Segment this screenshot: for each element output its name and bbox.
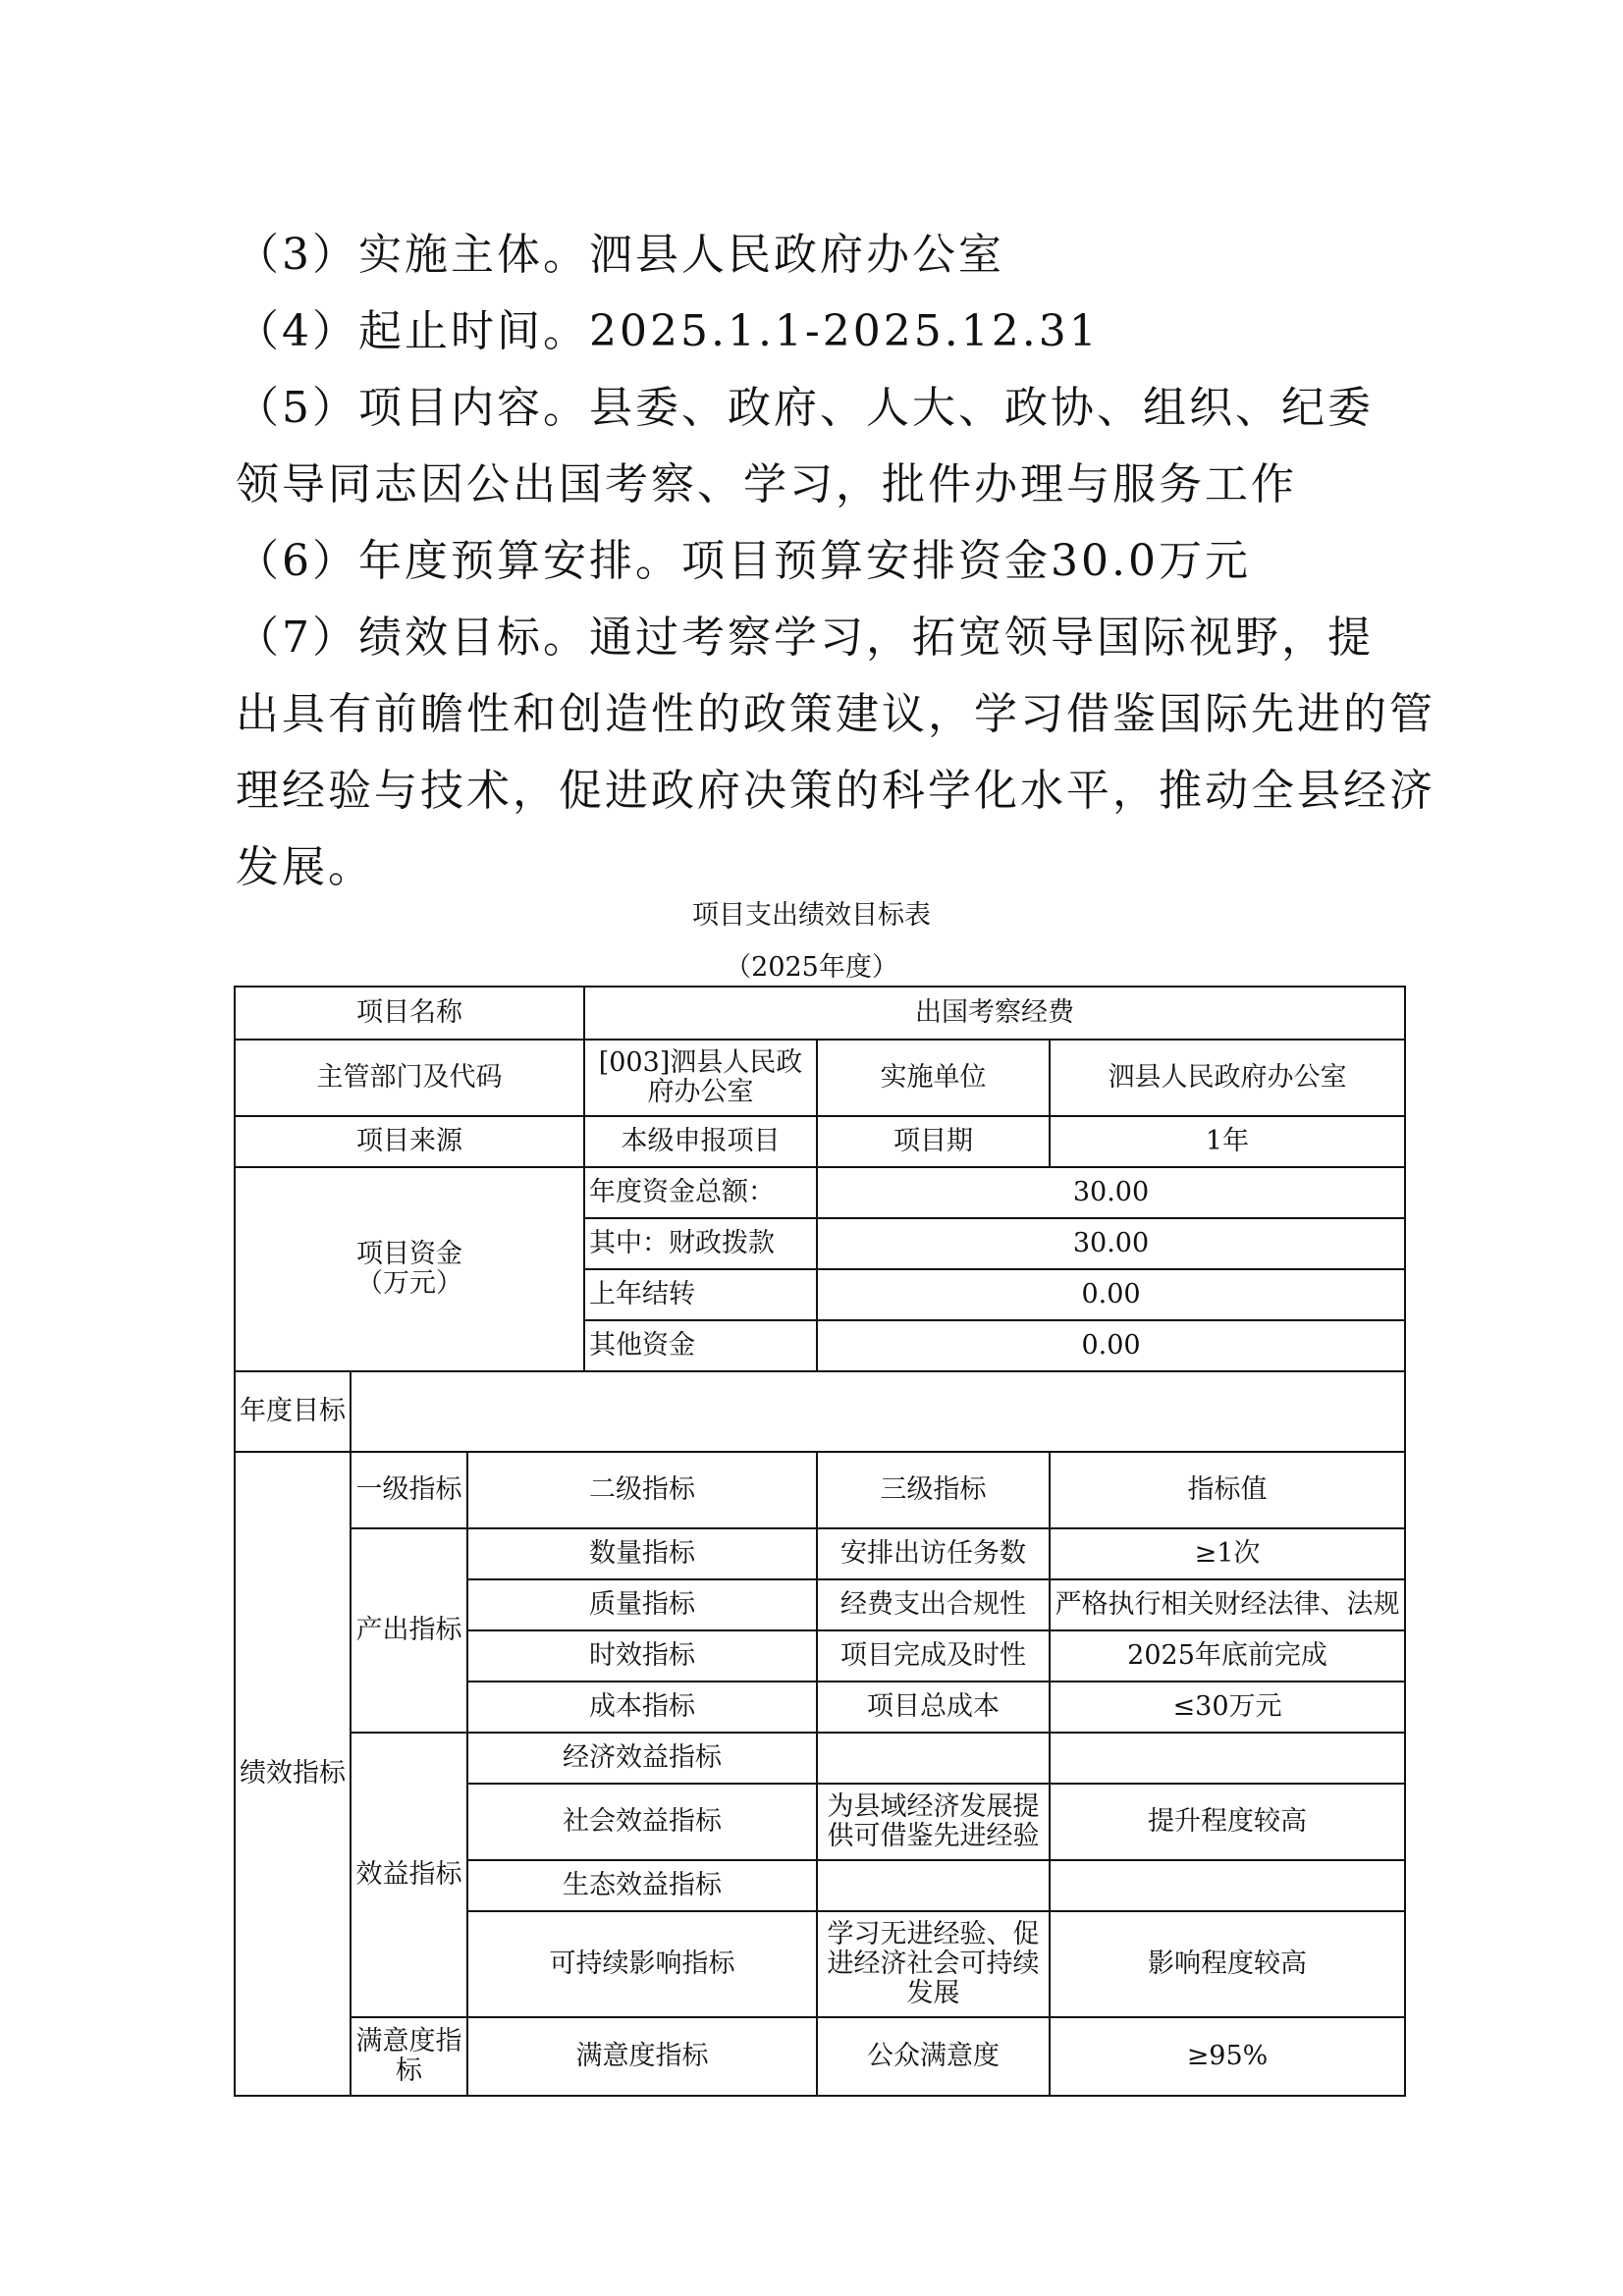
header-level3: 三级指标 [817, 1452, 1050, 1528]
table-row [235, 1371, 1405, 1452]
value-cell: ≥1次 [1050, 1528, 1405, 1579]
project-name-label: 项目名称 [235, 987, 584, 1040]
level3-cell: 经费支出合规性 [817, 1579, 1050, 1630]
header-value: 指标值 [1050, 1452, 1405, 1528]
value-cell: ≤30万元 [1050, 1682, 1405, 1733]
level3-cell: 为县域经济发展提供可借鉴先进经验 [817, 1784, 1050, 1860]
paragraph-goal-line4: 发展。 [236, 842, 374, 892]
funds-label [235, 1167, 584, 1371]
table-row [235, 1452, 1405, 1528]
paragraph-period: （4）起止时间。2025.1.1-2025.12.31 [236, 306, 1100, 356]
level3-cell [817, 1860, 1050, 1911]
funds-label-line2: （万元） [356, 1268, 462, 1299]
table-row [235, 987, 1405, 1040]
project-name-value: 出国考察经费 [584, 987, 1405, 1040]
table-subtitle: （2025年度） [725, 952, 898, 983]
value-cell: 严格执行相关财经法律、法规 [1050, 1579, 1405, 1630]
table-row [235, 1116, 1405, 1167]
funds-item-value: 0.00 [817, 1269, 1405, 1320]
dept-label: 主管部门及代码 [235, 1040, 584, 1116]
period-label: 项目期 [817, 1116, 1050, 1167]
source-label: 项目来源 [235, 1116, 584, 1167]
funds-item-value: 30.00 [817, 1218, 1405, 1269]
source-value: 本级申报项目 [584, 1116, 817, 1167]
paragraph-budget: （6）年度预算安排。项目预算安排资金30.0万元 [236, 536, 1251, 586]
annual-goal-value [351, 1371, 1405, 1452]
funds-item-label: 其中：财政拨款 [584, 1218, 817, 1269]
perf-indicator-label: 绩效指标 [235, 1452, 351, 2096]
value-cell [1050, 1860, 1405, 1911]
paragraph-content-line1: （5）项目内容。县委、政府、人大、政协、组织、纪委 [236, 383, 1374, 433]
level2-cell: 数量指标 [467, 1528, 817, 1579]
table-row [235, 2017, 1405, 2096]
table-row [235, 1167, 1405, 1218]
level2-cell: 时效指标 [467, 1630, 817, 1682]
level2-cell: 经济效益指标 [467, 1733, 817, 1784]
header-level2: 二级指标 [467, 1452, 817, 1528]
value-cell: 2025年底前完成 [1050, 1630, 1405, 1682]
annual-goal-label: 年度目标 [235, 1371, 351, 1452]
level3-cell [817, 1733, 1050, 1784]
value-cell [1050, 1733, 1405, 1784]
level2-cell: 社会效益指标 [467, 1784, 817, 1860]
paragraph-implementing-body: （3）实施主体。泗县人民政府办公室 [236, 230, 1004, 280]
level2-cell: 可持续影响指标 [467, 1911, 817, 2017]
level3-cell: 项目总成本 [817, 1682, 1050, 1733]
group-output: 产出指标 [351, 1528, 467, 1733]
table-row [235, 1733, 1405, 1784]
period-value: 1年 [1050, 1116, 1405, 1167]
paragraph-goal-line3: 理经验与技术，促进政府决策的科学化水平，推动全县经济 [236, 766, 1435, 816]
value-cell: 影响程度较高 [1050, 1911, 1405, 2017]
level3-cell: 学习无进经验、促进经济社会可持续发展 [817, 1911, 1050, 2017]
level3-cell: 安排出访任务数 [817, 1528, 1050, 1579]
level2-cell: 质量指标 [467, 1579, 817, 1630]
level2-cell: 满意度指标 [467, 2017, 817, 2096]
level3-cell: 公众满意度 [817, 2017, 1050, 2096]
paragraph-content-line2: 领导同志因公出国考察、学习，批件办理与服务工作 [236, 459, 1297, 509]
table-row [235, 1040, 1405, 1116]
group-satisfaction: 满意度指标 [351, 2017, 467, 2096]
table-row [235, 1528, 1405, 1579]
funds-item-value: 30.00 [817, 1167, 1405, 1218]
funds-item-label: 年度资金总额： [584, 1167, 817, 1218]
value-cell: 提升程度较高 [1050, 1784, 1405, 1860]
funds-item-label: 其他资金 [584, 1320, 817, 1371]
group-benefit: 效益指标 [351, 1733, 467, 2017]
funds-item-value: 0.00 [817, 1320, 1405, 1371]
level2-cell: 生态效益指标 [467, 1860, 817, 1911]
impl-unit-value: 泗县人民政府办公室 [1050, 1040, 1405, 1116]
performance-target-table [234, 986, 1406, 2097]
dept-value: [003]泗县人民政府办公室 [584, 1040, 817, 1116]
value-cell: ≥95% [1050, 2017, 1405, 2096]
paragraph-goal-line2: 出具有前瞻性和创造性的政策建议，学习借鉴国际先进的管 [236, 689, 1435, 739]
paragraph-goal-line1: （7）绩效目标。通过考察学习，拓宽领导国际视野，提 [236, 613, 1374, 663]
table-title: 项目支出绩效目标表 [692, 900, 931, 931]
impl-unit-label: 实施单位 [817, 1040, 1050, 1116]
funds-item-label: 上年结转 [584, 1269, 817, 1320]
level2-cell: 成本指标 [467, 1682, 817, 1733]
funds-label-line1: 项目资金 [356, 1239, 462, 1269]
level3-cell: 项目完成及时性 [817, 1630, 1050, 1682]
header-level1: 一级指标 [351, 1452, 467, 1528]
